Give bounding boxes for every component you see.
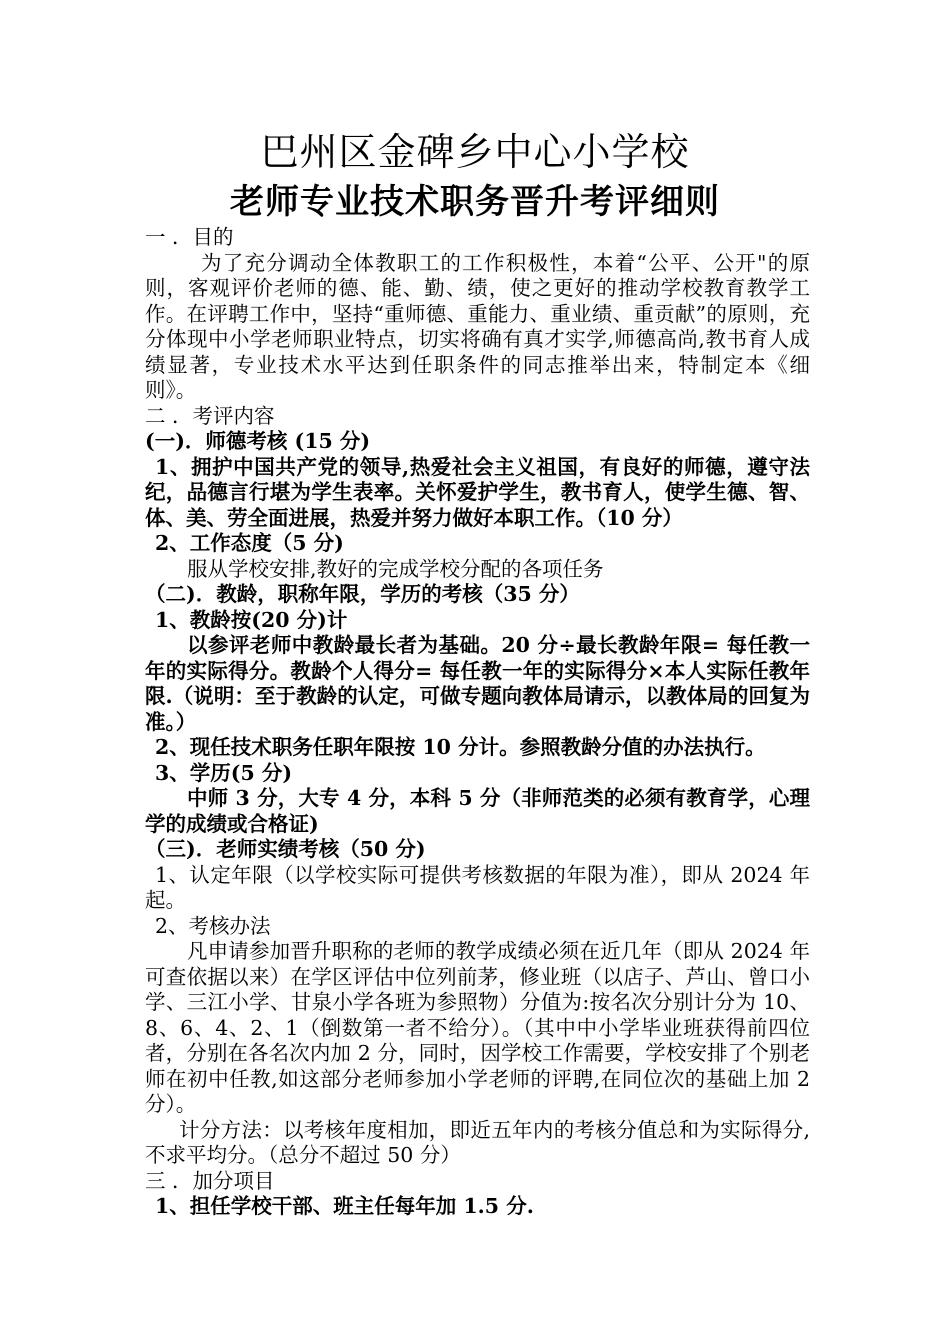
section-2a-item-2-text: 服从学校安排,教好的完成学校分配的各项任务	[187, 556, 604, 581]
section-2a-heading: (一)．师德考核 (15 分)	[145, 429, 371, 453]
section-2b-item-3-text: 中师 3 分，大专 4 分，本科 5 分（非师范类的必须有教育学，心理学的成绩或合格证)	[145, 786, 810, 836]
section-2b-item-1: 1、教龄按(20 分)计	[155, 607, 348, 632]
section-2c-scoring-method: 计分方法：以考核年度相加，即近五年内的考核分值总和为实际得分,不求平均分。（总分不超过 50 分）	[145, 1117, 810, 1167]
section-3-heading: 三 ．加分项目	[145, 1168, 275, 1193]
section-3-item-1: 1、担任学校干部、班主任每年加 1.5 分.	[155, 1194, 534, 1218]
section-2b-heading: （二)．教龄，职称年限，学历的考核（35 分）	[145, 582, 580, 606]
section-2b-item-2: 2、现任技术职务任职年限按 10 分计。参照教龄分值的办法执行。	[155, 735, 766, 759]
document-title-line1: 巴州区金碑乡中心小学校	[260, 130, 690, 174]
document-body	[145, 225, 810, 1220]
section-2b-item-3: 3、学历(5 分)	[155, 760, 293, 785]
section-2c-item-2-text: 凡申请参加晋升职称的老师的教学成绩必须在近几年（即从 2024 年可查依据以来）在学区评估中位列前茅，修业班（以店子、芦山、曾口小学、三江小学、甘泉小学各班为参照物）分值为:按名次分别计分为 10、8、6、4、2、1（倒数第一者不给分）。（其中中小学毕业班获得前四位者，分别在各名次内加 2 分，同时，因学校工作需要，学校安排了个别老师在初中任教,如这部分老师参加小学老师的评聘,在同位次的基础上加 2 分）。	[145, 939, 810, 1116]
document-title-line2: 老师专业技术职务晋升考评细则	[230, 182, 720, 222]
section-2c-item-1: 1、认定年限（以学校实际可提供考核数据的年限为准），即从 2024 年起。	[145, 862, 810, 912]
section-2c-heading: （三)．老师实绩考核（50 分)	[145, 837, 426, 861]
section-1-paragraph: 为了充分调动全体教职工的工作积极性，本着“公平、公开"的原则，客观评价老师的德、能、勤、绩，使之更好的推动学校教育教学工作。在评聘工作中，坚持“重师德、重能力、重业绩、重贡献”的原则，充分体现中小学老师职业特点，切实将确有真才实学,师德高尚,教书育人成绩显著，专业技术水平达到任职条件的同志推举出来，特制定本《细则》。	[145, 250, 810, 402]
section-2c-item-2: 2、考核办法	[155, 913, 271, 938]
section-2a-item-2: 2、工作态度（5 分)	[155, 531, 344, 555]
section-2b-item-1-text: 以参评老师中教龄最长者为基础。20 分÷最长教龄年限= 每任教一年的实际得分。教龄个人得分= 每任教一年的实际得分×本人实际任教年限.（说明：至于教龄的认定，可做专题向教体局请示，以教体局的回复为准。）	[145, 633, 810, 734]
section-1-heading: 一 ．目的	[145, 225, 234, 249]
section-2-heading: 二 ．考评内容	[145, 403, 275, 428]
section-2a-item-1: 1、拥护中国共产党的领导,热爱社会主义祖国，有良好的师德，遵守法纪，品德言行堪为学生表率。关怀爱护学生，教书育人，使学生德、智、体、美、劳全面进展，热爱并努力做好本职工作。（10 分）	[145, 454, 810, 530]
